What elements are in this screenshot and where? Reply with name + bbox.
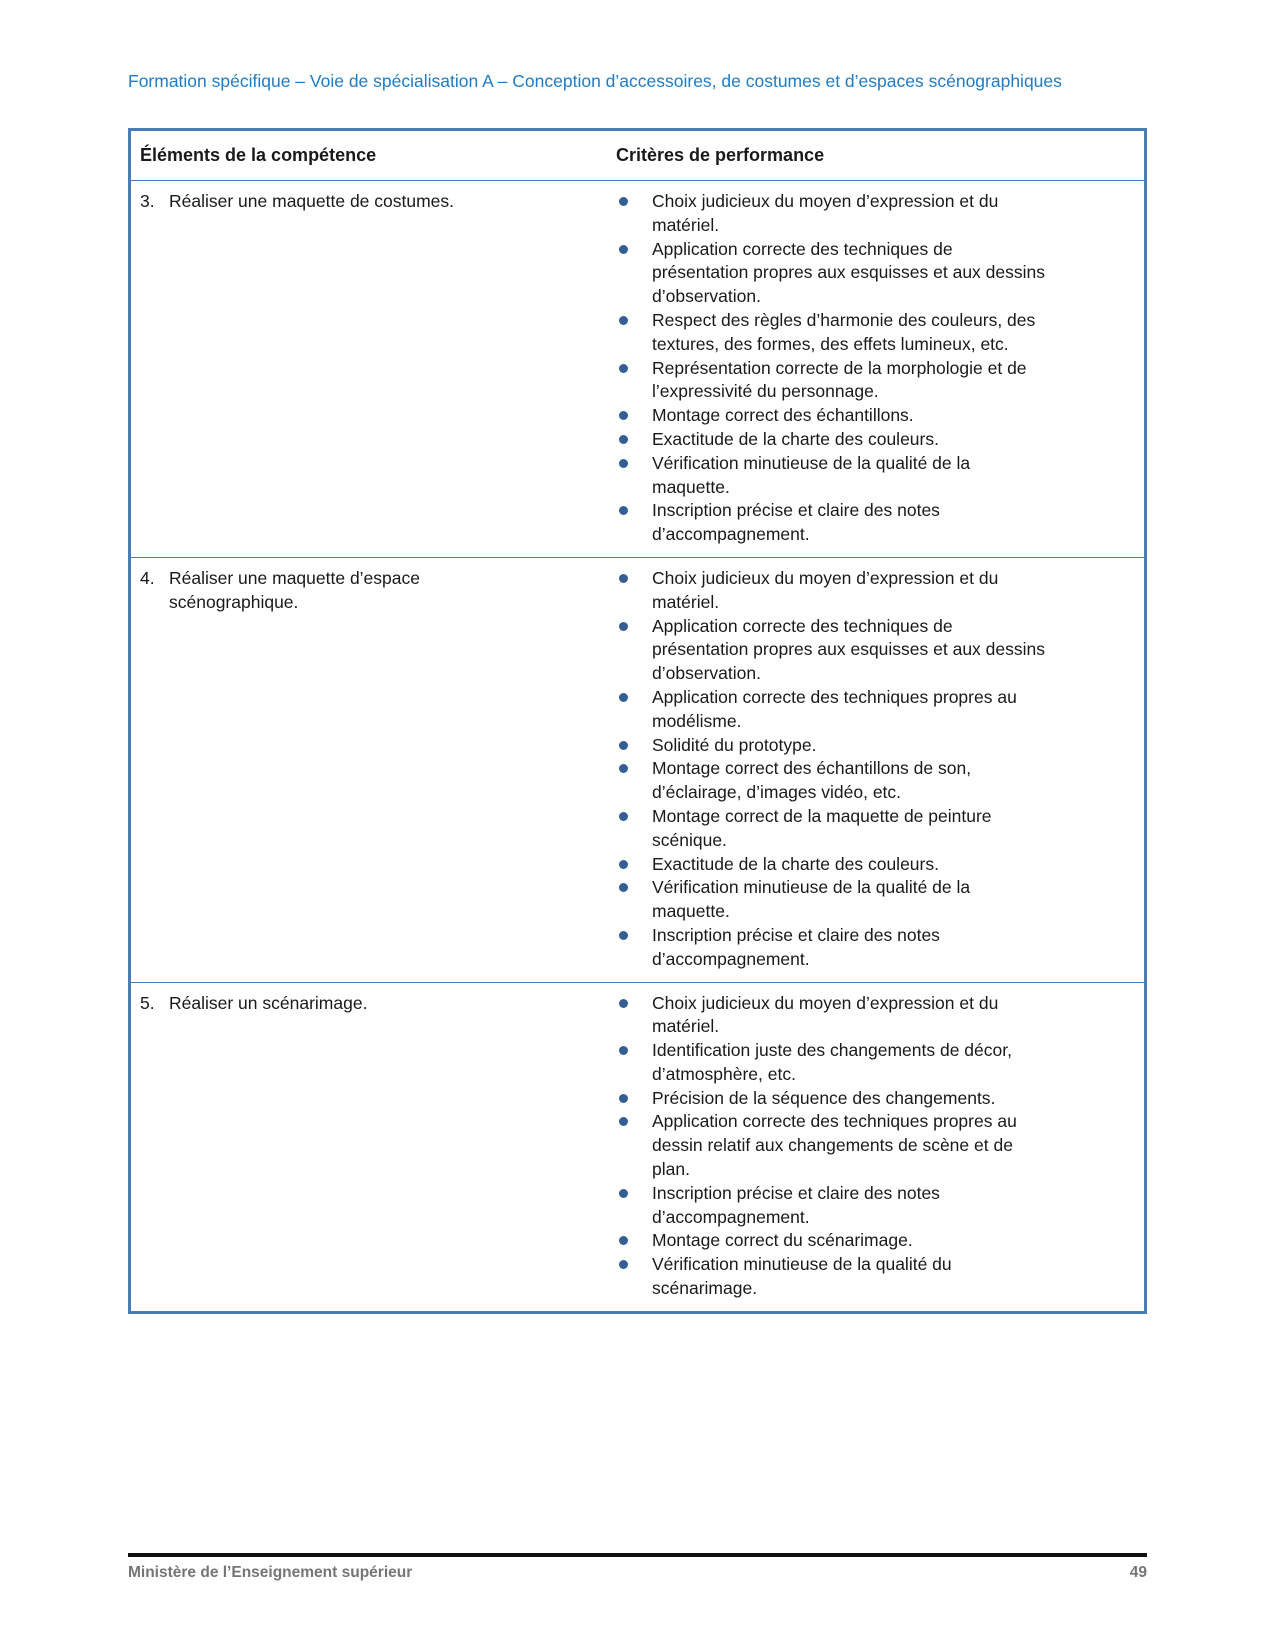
- bullet-icon: [616, 615, 652, 631]
- bullet-icon: [616, 1229, 652, 1245]
- table-row: [131, 982, 1144, 1311]
- criterion-text: Inscription précise et claire des notes d’accompagnement.: [652, 500, 940, 545]
- criterion-text: Vérification minutieuse de la qualité de la maquette.: [652, 452, 971, 497]
- criterion-text: Identification juste des changements de décor, d’atmosphère, etc.: [652, 1040, 1012, 1084]
- criterion-item: [616, 734, 1136, 758]
- criterion-item: [616, 567, 1136, 615]
- criterion-item: [616, 1182, 1136, 1230]
- criterion-item: [616, 404, 1136, 428]
- criterion-text: Exactitude de la charte des couleurs.: [652, 428, 939, 449]
- bullet-icon: [616, 876, 652, 892]
- criterion-item: [616, 924, 1136, 972]
- element-text: Réaliser une maquette de costumes.: [169, 191, 455, 211]
- element-item: [140, 567, 582, 615]
- element-cell: [131, 983, 592, 1311]
- bullet-icon: [616, 238, 652, 254]
- criteria-list: [616, 567, 1136, 972]
- criterion-text: Application correcte des techniques de présentation propres aux esquisses et aux dessins d’observation.: [652, 615, 1046, 684]
- criterion-text: Application correcte des techniques propres au dessin relatif aux changements de scène et de plan.: [652, 1111, 1017, 1180]
- bullet-icon: [616, 924, 652, 940]
- criterion-item: [616, 1229, 1136, 1253]
- bullet-icon: [616, 309, 652, 325]
- bullet-icon: [616, 1087, 652, 1103]
- criterion-text: Vérification minutieuse de la qualité de la maquette.: [652, 877, 971, 922]
- criterion-text: Application correcte des techniques propres au modélisme.: [652, 686, 1017, 731]
- criterion-item: [616, 1087, 1136, 1111]
- footer-rule: [128, 1553, 1147, 1557]
- criteria-cell: [592, 181, 1144, 557]
- criterion-text: Montage correct de la maquette de peinture scénique.: [652, 805, 992, 850]
- bullet-icon: [616, 1182, 652, 1198]
- bullet-icon: [616, 404, 652, 420]
- element-item: [140, 190, 582, 214]
- bullet-icon: [616, 853, 652, 869]
- running-head: Formation spécifique – Voie de spécialisation A – Conception d’accessoires, de costumes et d’espaces scénographiques: [128, 71, 1062, 91]
- criterion-item: [616, 853, 1136, 877]
- bullet-icon: [616, 805, 652, 821]
- criterion-item: [616, 1253, 1136, 1301]
- criterion-text: Montage correct des échantillons de son, d’éclairage, d’images vidéo, etc.: [652, 758, 972, 803]
- criterion-item: [616, 357, 1136, 405]
- criterion-text: Montage correct du scénarimage.: [652, 1230, 913, 1251]
- element-cell: [131, 181, 592, 557]
- criterion-text: Application correcte des techniques de présentation propres aux esquisses et aux dessins d’observation.: [652, 238, 1046, 307]
- element-text: Réaliser une maquette d’espace scénographique.: [169, 567, 420, 612]
- bullet-icon: [616, 499, 652, 515]
- element-number: 4.: [140, 567, 155, 588]
- table-header-row: [131, 131, 1144, 180]
- competence-table: [128, 128, 1147, 1314]
- criterion-item: [616, 876, 1136, 924]
- criterion-text: Exactitude de la charte des couleurs.: [652, 853, 939, 874]
- column-header-elements: Éléments de la compétence: [140, 145, 377, 165]
- criteria-cell: [592, 558, 1144, 982]
- criterion-item: [616, 190, 1136, 238]
- criterion-text: Choix judicieux du moyen d’expression et du matériel.: [652, 567, 999, 612]
- criterion-item: [616, 992, 1136, 1040]
- criterion-item: [616, 686, 1136, 734]
- criterion-item: [616, 238, 1136, 309]
- criterion-text: Inscription précise et claire des notes d’accompagnement.: [652, 1182, 940, 1227]
- bullet-icon: [616, 567, 652, 583]
- criteria-list: [616, 190, 1136, 547]
- criterion-text: Choix judicieux du moyen d’expression et du matériel.: [652, 191, 999, 235]
- criterion-item: [616, 309, 1136, 357]
- bullet-icon: [616, 1110, 652, 1126]
- table-row: [131, 557, 1144, 982]
- bullet-icon: [616, 357, 652, 373]
- criterion-item: [616, 615, 1136, 686]
- bullet-icon: [616, 1039, 652, 1055]
- page-footer: [128, 1563, 1147, 1583]
- criterion-item: [616, 452, 1136, 500]
- table-row: [131, 180, 1144, 557]
- criterion-item: [616, 428, 1136, 452]
- criterion-text: Vérification minutieuse de la qualité du scénarimage.: [652, 1254, 952, 1299]
- criterion-item: [616, 757, 1136, 805]
- element-number: 5.: [140, 992, 155, 1013]
- table-body: [131, 180, 1144, 1311]
- criterion-text: Précision de la séquence des changements.: [652, 1087, 996, 1108]
- bullet-icon: [616, 734, 652, 750]
- bullet-icon: [616, 452, 652, 468]
- element-item: [140, 992, 582, 1016]
- bullet-icon: [616, 992, 652, 1008]
- criteria-cell: [592, 983, 1144, 1311]
- criterion-text: Montage correct des échantillons.: [652, 405, 914, 426]
- bullet-icon: [616, 190, 652, 206]
- column-header-criteria: Critères de performance: [616, 145, 825, 165]
- criterion-text: Choix judicieux du moyen d’expression et du matériel.: [652, 992, 999, 1037]
- criterion-text: Inscription précise et claire des notes d’accompagnement.: [652, 924, 940, 969]
- footer-ministry: Ministère de l’Enseignement supérieur: [128, 1564, 413, 1581]
- footer-page-number: 49: [1129, 1564, 1147, 1581]
- bullet-icon: [616, 686, 652, 702]
- criterion-item: [616, 499, 1136, 547]
- criterion-item: [616, 1039, 1136, 1087]
- criterion-item: [616, 1110, 1136, 1181]
- element-cell: [131, 558, 592, 982]
- criterion-item: [616, 805, 1136, 853]
- bullet-icon: [616, 1253, 652, 1269]
- criteria-list: [616, 992, 1136, 1301]
- criterion-text: Représentation correcte de la morphologie et de l’expressivité du personnage.: [652, 357, 1027, 402]
- criterion-text: Respect des règles d’harmonie des couleurs, des textures, des formes, des effets lumineux, etc.: [652, 309, 1036, 354]
- bullet-icon: [616, 757, 652, 773]
- criterion-text: Solidité du prototype.: [652, 734, 817, 755]
- element-number: 3.: [140, 191, 155, 211]
- element-text: Réaliser un scénarimage.: [169, 992, 368, 1013]
- bullet-icon: [616, 428, 652, 444]
